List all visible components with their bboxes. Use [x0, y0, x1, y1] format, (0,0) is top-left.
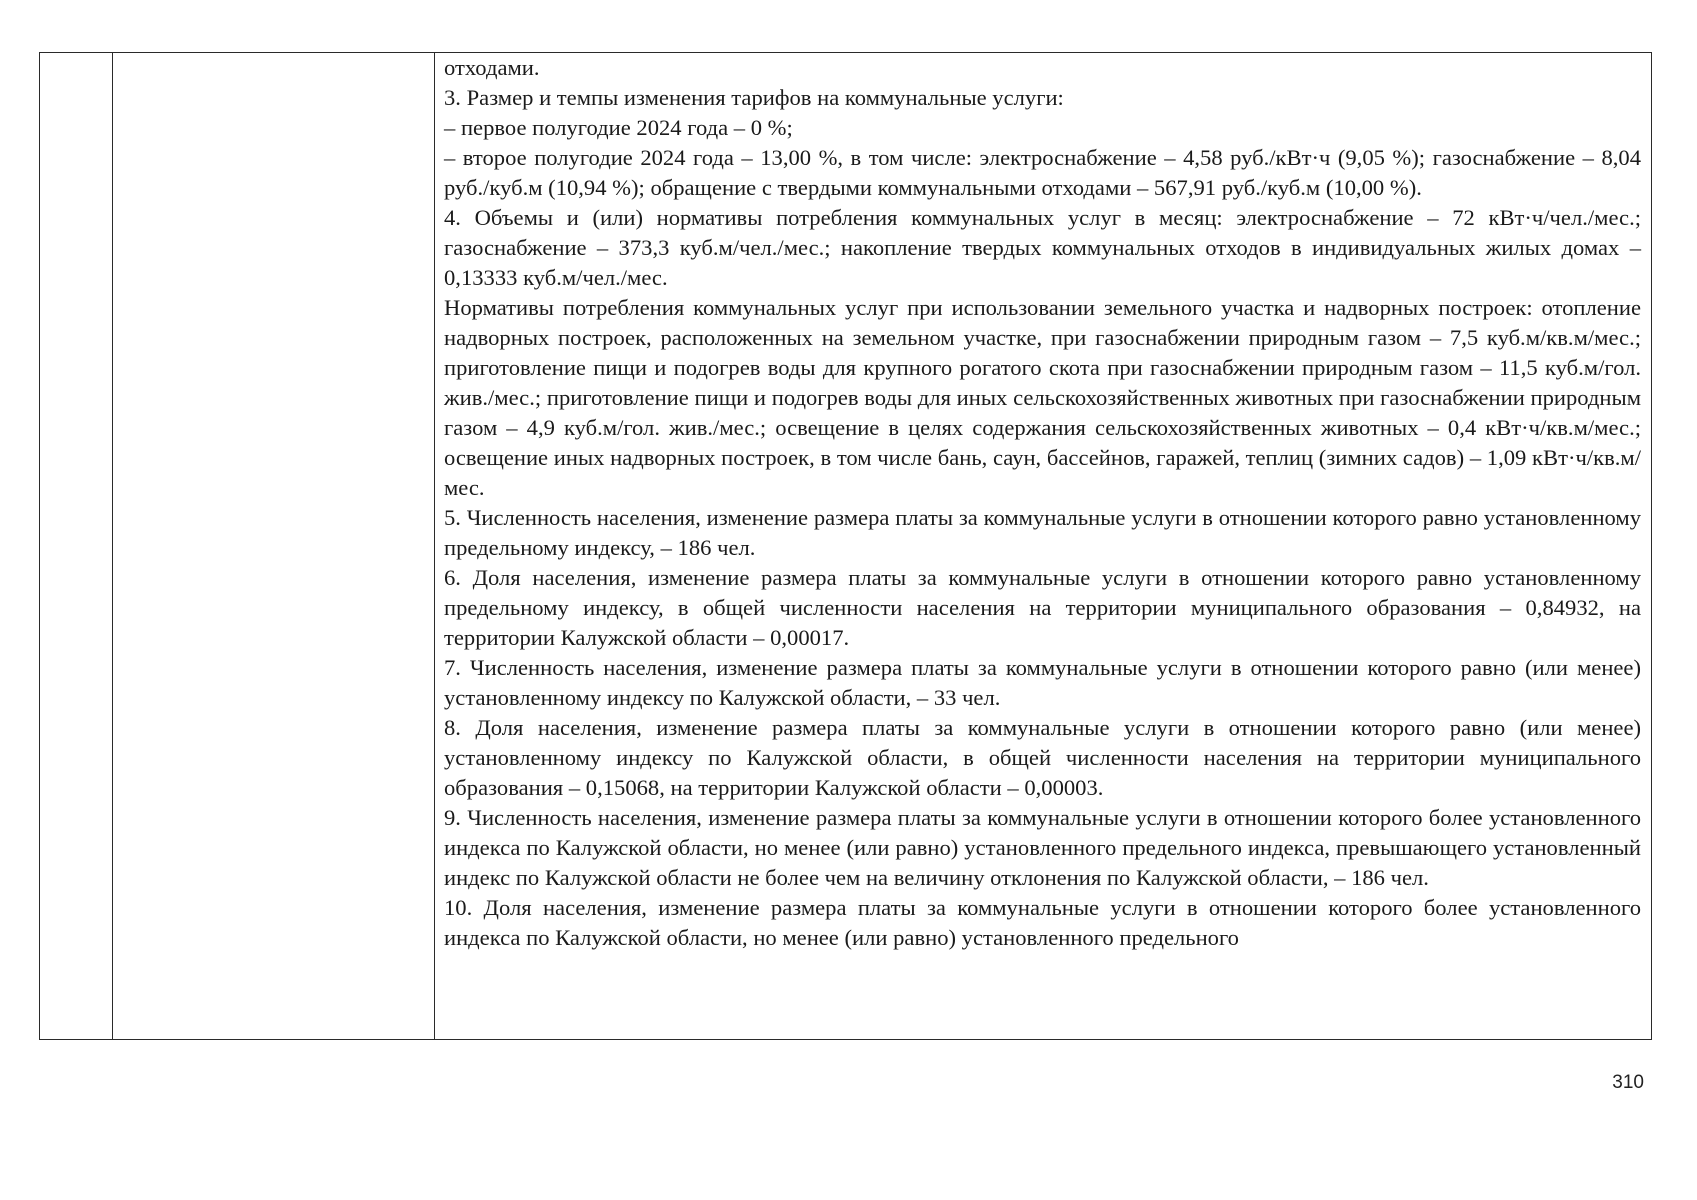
paragraph: – второе полугодие 2024 года – 13,00 %, в том числе: электроснабжение – 4,58 руб./кВт·ч (9,05 %); газоснабжение – 8,04 руб./куб.м (10,94 %); обращение с твердыми коммунальными отходами – 567,91 руб./куб.м (10,00 %). — [444, 145, 1641, 200]
paragraph: 7. Численность населения, изменение размера платы за коммунальные услуги в отношении которого равно (или менее) установленному индексу по Калужской области, – 33 чел. — [444, 655, 1641, 710]
document-table — [39, 52, 1652, 1040]
table-column-content — [435, 53, 1651, 1039]
paragraph: 8. Доля населения, изменение размера платы за коммунальные услуги в отношении которого равно (или менее) установленному индексу по Калужской области, в общей численности населения на территории муниципального образования – 0,15068, на территории Калужской области – 0,00003. — [444, 715, 1641, 800]
paragraph: 3. Размер и темпы изменения тарифов на коммунальные услуги: — [444, 85, 1064, 110]
paragraph: 9. Численность населения, изменение размера платы за коммунальные услуги в отношении которого более установленного индекса по Калужской области, но менее (или равно) установленного предельного индекса, превышающего установленный индекс по Калужской области не более чем на величину отклонения по Калужской области, – 186 чел. — [444, 805, 1641, 890]
paragraph: 5. Численность населения, изменение размера платы за коммунальные услуги в отношении которого равно установленному предельному индексу, – 186 чел. — [444, 505, 1641, 560]
paragraph: – первое полугодие 2024 года – 0 %; — [444, 115, 793, 140]
paragraph: Нормативы потребления коммунальных услуг при использовании земельного участка и надворных построек: отопление надворных построек, расположенных на земельном участке, при газоснабжении природным газом – 7,5 куб.м/кв.м/мес.; приготовление пищи и подогрев воды для крупного рогатого скота при газоснабжении природным газом – 11,5 куб.м/гол. жив./мес.; приготовление пищи и подогрев воды для иных сельскохозяйственных животных при газоснабжении природным газом – 4,9 куб.м/гол. жив./мес.; освещение в целях содержания сельскохозяйственных животных – 0,4 кВт·ч/кв.м/мес.; освещение иных надворных построек, в том числе бань, саун, бассейнов, гаражей, теплиц (зимних садов) – 1,09 кВт·ч/кв.м/мес. — [444, 295, 1641, 500]
table-column-name — [113, 53, 435, 1039]
paragraph: 4. Объемы и (или) нормативы потребления коммунальных услуг в месяц: электроснабжение – 72 кВт·ч/чел./мес.; газоснабжение – 373,3 куб.м/чел./мес.; накопление твердых коммунальных отходов в индивидуальных жилых домах – 0,13333 куб.м/чел./мес. — [444, 205, 1641, 290]
paragraph: отходами. — [444, 55, 540, 80]
table-column-number — [40, 53, 113, 1039]
page-number: 310 — [1612, 1072, 1644, 1093]
paragraph: 6. Доля населения, изменение размера платы за коммунальные услуги в отношении которого равно установленному предельному индексу, в общей численности населения на территории муниципального образования – 0,84932, на территории Калужской области – 0,00017. — [444, 565, 1641, 650]
paragraph: 10. Доля населения, изменение размера платы за коммунальные услуги в отношении которого более установленного индекса по Калужской области, но менее (или равно) установленного предельного — [444, 895, 1641, 950]
